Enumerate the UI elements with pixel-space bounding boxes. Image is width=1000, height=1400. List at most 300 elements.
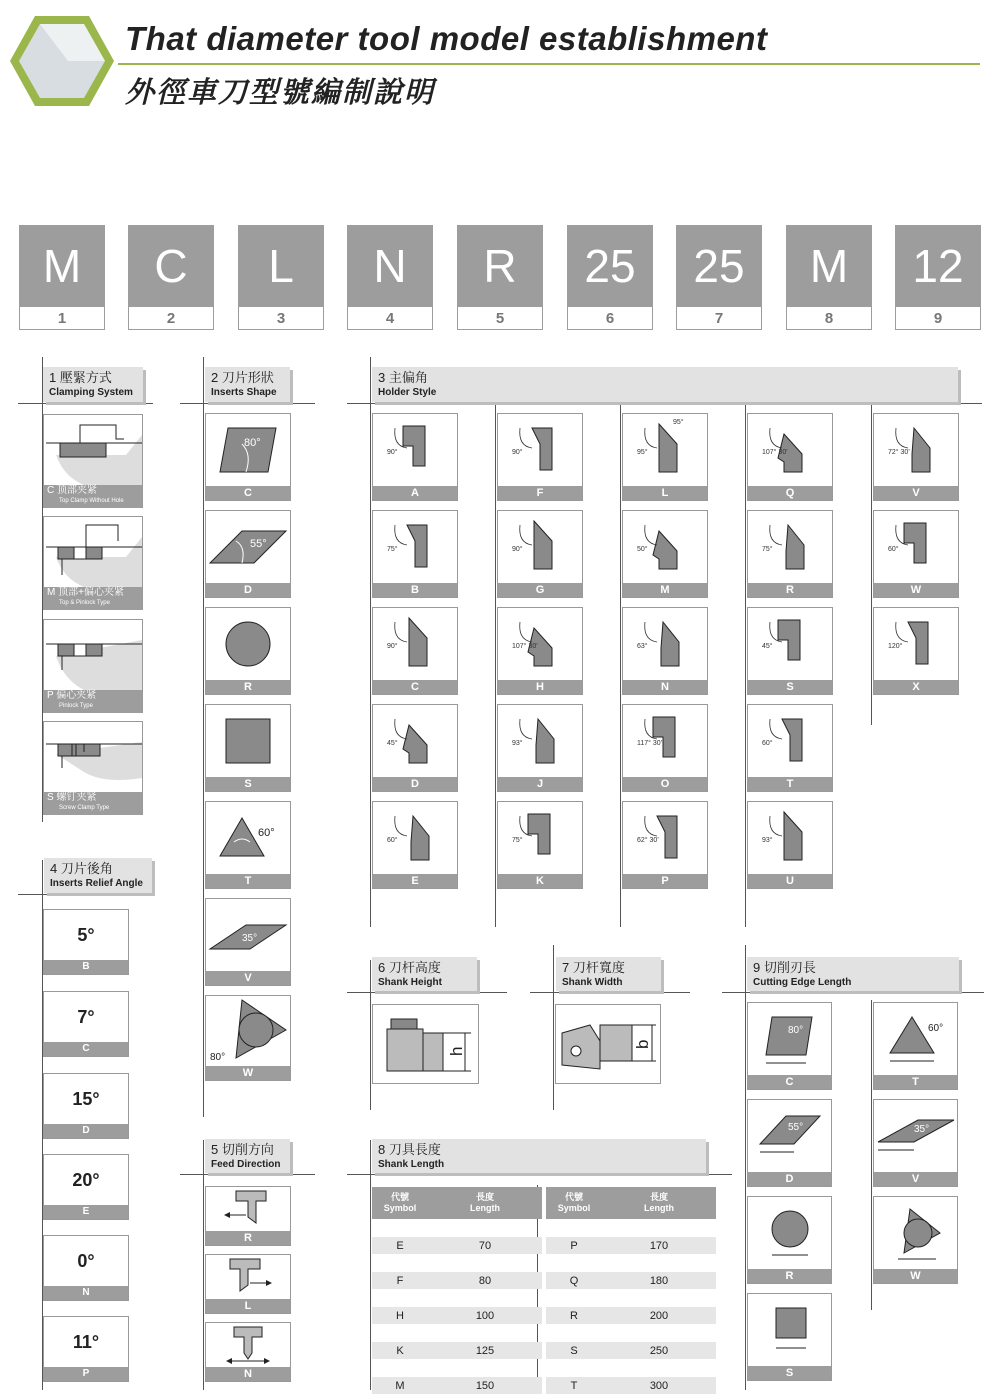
insert-shape-card-w [205,995,291,1081]
holder-style-code: R [748,583,832,597]
code-position-number: 5 [457,307,543,330]
holder-style-card-s [747,607,833,695]
code-position-number: 3 [238,307,324,330]
holder-style-code: X [874,680,958,694]
page-title: That diameter tool model establishment [125,20,768,57]
holder-style-code: A [373,486,457,500]
header-zh: 代號 [390,1192,409,1202]
holder-style-card-f [497,413,583,501]
holder-style-card-a [372,413,458,501]
angle-label: 63° [637,643,648,650]
clamp-name-zh: P 偏心夹紧 [47,690,97,701]
clamp-name-en: Top Clamp Without Hole [59,498,124,504]
header-en: Length [644,1203,674,1213]
holder-style-card-o [622,704,708,792]
header-en: Symbol [557,1203,591,1213]
code-position-number: 9 [895,307,981,330]
section-title-zh: 3 主偏角 [378,370,428,385]
clamp-name-en: Screw Clamp Type [59,805,110,811]
holder-style-card-q [747,413,833,501]
holder-style-code: M [623,583,707,597]
holder-style-card-c [372,607,458,695]
divider [370,357,371,927]
holder-style-code: D [373,777,457,791]
code-position-3 [238,225,324,331]
code-position-number: 8 [786,307,872,330]
angle-label: 60° [258,827,275,839]
divider [722,992,984,993]
holder-style-code: Q [748,486,832,500]
length-table-header [372,1187,428,1219]
edge-code: T [874,1075,957,1089]
code-position-1 [19,225,105,331]
holder-style-card-h [497,607,583,695]
angle-label: 80° [210,1052,226,1063]
holder-style-card-r [747,510,833,598]
code-position-5 [457,225,543,331]
code-position-number: 7 [676,307,762,330]
divider [347,992,507,993]
shape-code: W [206,1066,290,1080]
insert-shape-card-c [205,413,291,501]
shape-code: R [206,680,290,694]
edge-card-d [747,1099,832,1187]
angle-label: 62° 30' [637,837,659,844]
table-row [372,1237,716,1254]
holder-style-icon [623,511,707,583]
feed-code: R [206,1231,290,1245]
section-title-en: Shank Length [378,1159,445,1170]
length-symbol-cell: M [372,1377,428,1394]
section-title-en: Shank Width [562,977,623,988]
holder-style-card-v [873,413,959,501]
holder-style-icon [373,414,457,486]
clamping-card-p [43,619,143,713]
edge-code: W [874,1269,957,1283]
edge-rhombic-80-icon [748,1003,831,1075]
code-char: M [786,225,872,307]
angle-label: 72° 30' [888,449,910,456]
holder-style-icon [373,705,457,777]
feed-left-icon [206,1255,290,1299]
section-title-en: Clamping System [49,387,133,398]
holder-style-card-k [497,801,583,889]
edge-code: S [748,1366,831,1380]
holder-style-code: K [498,874,582,888]
code-char: 12 [895,225,981,307]
table-row [372,1342,716,1359]
insert-shape-card-v [205,898,291,986]
round-insert-icon [206,608,290,680]
insert-shape-card-s [205,704,291,792]
length-value-cell: 300 [602,1377,716,1394]
insert-shape-card-t [205,801,291,889]
holder-style-icon [623,802,707,874]
code-char: N [347,225,433,307]
divider [530,992,690,993]
table-row [372,1377,716,1394]
holder-style-code: O [623,777,707,791]
relief-code: D [44,1124,128,1138]
clamp-name-en: Top & Pinlock Type [59,600,110,606]
holder-style-icon [498,414,582,486]
holder-style-icon [373,802,457,874]
shape-code: S [206,777,290,791]
shank-height-icon [373,1005,478,1083]
angle-label: 107° 30' [512,643,538,650]
holder-style-icon [498,802,582,874]
edge-triangle-icon [874,1003,957,1075]
width-symbol: b [633,1039,652,1049]
section-holder-style-header [372,367,958,402]
header-en: Symbol [383,1203,417,1213]
feed-neutral-icon [206,1323,290,1367]
rhombic-80-insert-icon [206,414,290,486]
relief-code: B [44,960,128,974]
edge-code: C [748,1075,831,1089]
length-symbol-cell: H [372,1307,428,1324]
shape-code: D [206,583,290,597]
logo-hexagon-icon [8,14,116,108]
relief-angle-value: 0° [77,1250,95,1271]
holder-style-card-d [372,704,458,792]
angle-label: 120° [888,643,903,650]
divider [203,1140,204,1390]
insert-shape-card-d [205,510,291,598]
table-row [372,1307,716,1324]
relief-code: E [44,1205,128,1219]
code-position-8 [786,225,872,331]
pinlock-clamp-icon [44,620,142,690]
edge-code: V [874,1172,957,1186]
holder-style-icon [874,511,958,583]
angle-label: 90° [512,546,523,553]
holder-style-code: B [373,583,457,597]
holder-style-code: U [748,874,832,888]
length-value-cell: 70 [428,1237,542,1254]
holder-style-icon [623,414,707,486]
holder-style-card-p [622,801,708,889]
section-title-zh: 4 刀片後角 [50,861,113,876]
holder-style-code: F [498,486,582,500]
code-char: L [238,225,324,307]
clamping-card-m [43,516,143,610]
section-shank-width-header [556,957,661,991]
section-title-zh: 5 切削方向 [211,1142,274,1157]
divider [370,960,371,1110]
angle-label: 90° [387,449,398,456]
holder-style-card-n [622,607,708,695]
edge-card-s [747,1293,832,1381]
angle-label: 93° [512,740,523,747]
relief-code: P [44,1367,128,1381]
code-char: C [128,225,214,307]
divider [203,357,204,1117]
shank-length-table [372,1187,716,1394]
holder-style-icon [748,802,832,874]
relief-card-c [43,991,129,1057]
length-table-header [428,1187,542,1219]
section-title-en: Cutting Edge Length [753,977,852,988]
clamping-card-s [43,721,143,815]
holder-style-card-m [622,510,708,598]
edge-card-w [873,1196,958,1284]
edge-round-icon [748,1197,831,1269]
edge-square-icon [748,1294,831,1366]
divider [18,894,153,895]
code-char: R [457,225,543,307]
angle-label: 45° [387,740,398,747]
length-value-cell: 100 [428,1307,542,1324]
shank-width-icon [556,1005,660,1083]
edge-code: R [748,1269,831,1283]
shank-length-table-wrap [372,1187,716,1394]
edge-rhombic-35-icon [874,1100,957,1172]
feed-card-r [205,1186,291,1246]
angle-label: 60° [762,740,773,747]
length-value-cell: 125 [428,1342,542,1359]
code-position-number: 4 [347,307,433,330]
insert-shape-card-r [205,607,291,695]
clamp-label [44,690,142,713]
length-value-cell: 250 [602,1342,716,1359]
section-cutting-edge-header [747,957,959,991]
code-position-number: 6 [567,307,653,330]
divider [495,400,496,927]
length-value-cell: 80 [428,1272,542,1289]
length-symbol-cell: S [542,1342,602,1359]
relief-card-e [43,1154,129,1220]
code-char: 25 [676,225,762,307]
angle-label: 90° [512,449,523,456]
holder-style-icon [498,705,582,777]
holder-style-icon [498,511,582,583]
section-inserts-shape-header [205,367,290,402]
code-position-6 [567,225,653,331]
holder-style-icon [623,608,707,680]
edge-card-c [747,1002,832,1090]
section-shank-height-header [372,957,477,991]
angle-label: 90° [387,643,398,650]
holder-style-icon [748,608,832,680]
divider [745,945,746,1390]
edge-card-r [747,1196,832,1284]
angle-label: 60° [387,837,398,844]
section-feed-header [205,1139,290,1173]
holder-style-code: E [373,874,457,888]
angle-label: 75° [387,546,398,553]
angle-label: 80° [244,437,261,449]
code-position-number: 1 [19,307,105,330]
holder-style-card-x [873,607,959,695]
square-insert-icon [206,705,290,777]
length-symbol-cell: P [542,1237,602,1254]
angle-label: 80° [788,1025,804,1036]
angle-label: 35° [914,1124,930,1135]
holder-style-icon [373,511,457,583]
feed-card-n [205,1322,291,1382]
angle-label: 60° [888,546,899,553]
clamp-label [44,587,142,610]
edge-card-v [873,1099,958,1187]
holder-style-icon [498,608,582,680]
holder-style-code: N [623,680,707,694]
holder-style-card-u [747,801,833,889]
section-shank-length-header [372,1139,706,1173]
length-table-header [542,1187,602,1219]
edge-trigon-icon [874,1197,957,1269]
holder-style-card-j [497,704,583,792]
relief-angle-value: 11° [72,1331,100,1352]
length-table-header [602,1187,716,1219]
clamp-name-en: Pinlock Type [59,703,93,709]
angle-label: 75° [762,546,773,553]
length-symbol-cell: K [372,1342,428,1359]
code-position-9 [895,225,981,331]
section-title-zh: 6 刀杆高度 [378,960,441,975]
divider [18,403,153,404]
section-title-en: Shank Height [378,977,442,988]
angle-label: 45° [762,643,773,650]
relief-code: N [44,1286,128,1300]
divider [871,1000,872,1310]
holder-style-card-g [497,510,583,598]
header-zh: 長度 [475,1192,494,1202]
length-value-cell: 150 [428,1377,542,1394]
feed-card-l [205,1254,291,1314]
section-title-zh: 2 刀片形狀 [211,370,274,385]
section-clamping-header [43,367,143,402]
relief-card-p [43,1316,129,1382]
holder-style-icon [874,608,958,680]
shank-height-card [372,1004,479,1084]
relief-card-b [43,909,129,975]
code-position-2 [128,225,214,331]
table-row [372,1272,716,1289]
relief-code: C [44,1042,128,1056]
holder-style-card-w [873,510,959,598]
holder-style-card-t [747,704,833,792]
section-title-zh: 1 壓緊方式 [49,370,112,385]
divider [553,945,554,1110]
holder-style-code: J [498,777,582,791]
holder-style-code: S [748,680,832,694]
holder-style-icon [748,511,832,583]
angle-label: 93° [762,837,773,844]
divider [180,403,315,404]
section-title-en: Inserts Shape [211,387,277,398]
divider [620,400,621,927]
holder-style-card-b [372,510,458,598]
angle-label: 35° [242,933,258,944]
relief-angle-value: 20° [72,1169,100,1190]
feed-right-icon [206,1187,290,1231]
length-value-cell: 170 [602,1237,716,1254]
section-relief-header [44,858,152,893]
edge-rhombic-55-icon [748,1100,831,1172]
holder-style-code: W [874,583,958,597]
angle-label: 95° [637,449,648,456]
angle-label: 55° [788,1122,804,1133]
holder-style-icon [874,414,958,486]
relief-angle-value: 7° [77,1006,95,1027]
top-clamp-icon [44,415,142,485]
holder-style-card-e [372,801,458,889]
clamping-card-c [43,414,143,508]
angle-label: 117° 30' [637,740,663,747]
top-pinlock-clamp-icon [44,517,142,587]
length-value-cell: 180 [602,1272,716,1289]
shape-code: C [206,486,290,500]
angle-label: 75° [512,837,523,844]
header-zh: 長度 [649,1192,668,1202]
angle-label: 95° [673,419,684,426]
code-position-4 [347,225,433,331]
section-title-en: Holder Style [378,387,437,398]
angle-label: 55° [250,538,267,550]
divider [745,400,746,927]
code-position-7 [676,225,762,331]
relief-card-d [43,1073,129,1139]
edge-card-t [873,1002,958,1090]
header-zh: 代號 [564,1192,583,1202]
holder-style-code: V [874,486,958,500]
holder-style-icon [623,705,707,777]
relief-card-n [43,1235,129,1301]
relief-angle-value: 5° [77,924,95,945]
title-underline [118,63,980,65]
holder-style-card-l [622,413,708,501]
section-title-en: Feed Direction [211,1159,281,1170]
shape-code: T [206,874,290,888]
angle-label: 60° [928,1023,944,1034]
edge-code: D [748,1172,831,1186]
header-en: Length [470,1203,500,1213]
rhombic-35-insert-icon [206,899,290,971]
divider [347,403,982,404]
holder-style-code: T [748,777,832,791]
section-title-zh: 8 刀具長度 [378,1142,441,1157]
holder-style-icon [373,608,457,680]
length-value-cell: 200 [602,1307,716,1324]
holder-style-code: C [373,680,457,694]
holder-style-code: L [623,486,707,500]
holder-style-code: P [623,874,707,888]
divider [180,1174,315,1175]
angle-label: 50° [637,546,648,553]
clamp-name-zh: C 顶部夹紧 [47,485,97,496]
triangle-insert-icon [206,802,290,874]
shape-code: V [206,971,290,985]
holder-style-code: H [498,680,582,694]
trigon-insert-icon [206,996,290,1066]
angle-label: 107° 30' [762,449,788,456]
holder-style-code: G [498,583,582,597]
section-title-zh: 9 切削刃長 [753,960,816,975]
divider [871,400,872,725]
section-title-zh: 7 刀杆寬度 [562,960,625,975]
code-position-number: 2 [128,307,214,330]
divider [370,1140,371,1390]
holder-style-icon [748,705,832,777]
length-symbol-cell: Q [542,1272,602,1289]
divider [347,1174,732,1175]
relief-angle-value: 15° [72,1088,100,1109]
length-symbol-cell: F [372,1272,428,1289]
code-char: 25 [567,225,653,307]
clamp-name-zh: S 螺钉夹紧 [47,792,97,803]
clamp-label [44,485,142,508]
